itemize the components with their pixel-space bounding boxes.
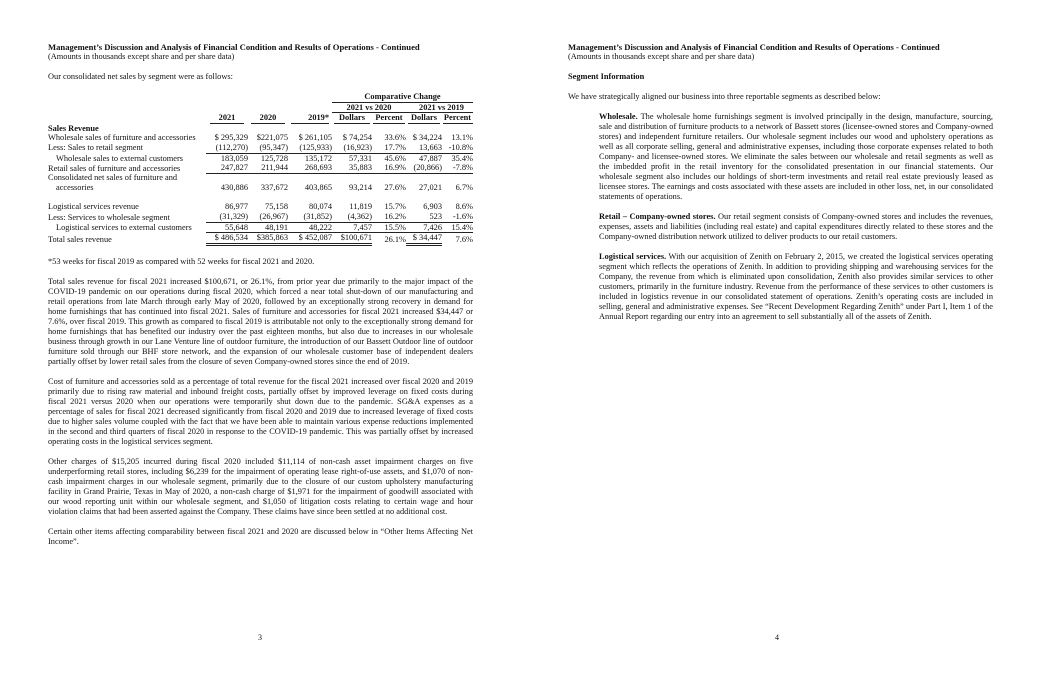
table-row [48, 173, 473, 183]
page-subtitle: (Amounts in thousands except share and per share data) [48, 52, 235, 61]
sales-revenue-label: Sales Revenue [48, 123, 99, 133]
net-sales-table [48, 92, 473, 246]
table-subheader-row [48, 102, 473, 113]
cell-2021: (112,270) [206, 143, 248, 153]
col-header-2019: 2019* [291, 113, 329, 124]
table-row [48, 202, 473, 212]
cell-percent-1: 17.7% [372, 143, 406, 153]
cell-percent-1: 15.5% [372, 222, 406, 233]
segment-description: With our acquisition of Zenith on February 2, 2015, we created the logistical services operating segment which reflects the operations of Zenith. In addition to providing shipping and warehousing services for the Company, the revenue from which is eliminated upon consolidation, Zenith also provides similar services to other customers, primarily in the furniture industry. Revenue from the performance of these services to other customers is included in logistics revenue in our consolidated statement of operations. Zenith’s operating costs are included in selling, general and administrative expenses. See “Recent Development Regarding Zenith” under Part I, Item 1 of the Annual Report regarding our entry into an agreement to sell substantially all of the assets of Zenith. [599, 252, 993, 321]
cell-dollars-1: 11,819 [349, 202, 372, 212]
cell-2021: 247,827 [206, 163, 248, 173]
page-4-content [568, 42, 993, 322]
page-number: 3 [258, 633, 262, 642]
cell-dollars-1: 35,883 [332, 163, 372, 173]
cell-2019: 403,865 [304, 182, 332, 192]
cell-2021: 183,059 [220, 153, 248, 163]
cell-percent-2: 13.1% [451, 133, 473, 143]
table-row-total [48, 233, 473, 245]
cell-2021: $ 486,534 [206, 233, 248, 245]
col-header-percent-1: Percent [373, 113, 405, 124]
cell-2019: $ 452,087 [288, 233, 332, 245]
cell-2021: 55,648 [206, 222, 248, 233]
paragraph-sales-revenue: Total sales revenue for fiscal 2021 increased $100,671, or 26.1%, from prior year due primarily to the major impact of the COVID-19 pandemic on our operations during fiscal 2020, which forced a near total shut-down of our manufacturing and retail operations from late March through early May of 2020, followed by an exceptionally strong recovery in demand for home furnishings that has continued into fiscal 2021. Sales of furniture and accessories for fiscal 2021 increased $34,447 or 7.6%, over fiscal 2019. This growth as compared to fiscal 2019 is attributable not only to the exceptionally strong demand for home furnishings that has benefited our industry over the past eighteen months, but also due to increases in our wholesale business through growth in our Lane Venture line of outdoor furniture, the introduction of our Bassett Outdoor line of outdoor furniture sold through our BHF store network, and the expansion of our wholesale customer base of independent dealers partially offset by lower retail sales from the closure of seven Company-owned stores since the end of 2019. [48, 276, 473, 366]
cell-dollars-1: $ 74,254 [342, 133, 372, 143]
row-label: Wholesale sales of furniture and accessories [48, 133, 196, 143]
paragraph-other-charges: Other charges of $15,205 incurred during fiscal 2020 included $11,114 of non-cash asset impairment charges on five underperforming retail stores, including $6,239 for the impairment of operating lease right-of-use assets, and $1,070 of non-cash impairment charges in our wholesale segment, primarily due to the closure of our custom upholstery manufacturing facility in Grand Prairie, Texas in May of 2020, a non-cash charge of $1,971 for the impairment of goodwill associated with our wood reporting unit within our wholesale segment, and $1,050 of litigation costs relating to certain wage and hour violation claims that had been asserted against the Company. These claims have since been settled at no additional cost. [48, 456, 473, 516]
row-label: Wholesale sales to external customers [56, 153, 183, 163]
cell-2019: 48,222 [288, 222, 332, 233]
cell-percent-1: 33.6% [384, 133, 406, 143]
comparative-change-header: Comparative Change [332, 92, 473, 102]
cell-dollars-2: 7,426 [406, 222, 442, 233]
col-header-dollars-1: Dollars [334, 113, 370, 124]
cell-percent-1: 15.7% [384, 202, 406, 212]
col-header-2021: 2021 [210, 113, 244, 124]
segment-name: Wholesale. [599, 112, 638, 121]
segment-retail [599, 212, 993, 242]
table-row [48, 212, 473, 222]
cell-percent-2: 35.4% [451, 153, 473, 163]
cell-dollars-2: 6,903 [423, 202, 442, 212]
page-subtitle: (Amounts in thousands except share and per share data) [568, 52, 755, 61]
cell-2019: 135,172 [304, 153, 332, 163]
cell-dollars-2: $ 34,224 [412, 133, 442, 143]
cell-percent-1: 45.6% [384, 153, 406, 163]
row-label: Logistical services to external customers [56, 223, 192, 233]
table-row [48, 153, 473, 163]
cell-2019: (125,933) [288, 143, 332, 153]
cell-2020: 211,944 [248, 163, 288, 173]
cell-dollars-1: 7,457 [332, 222, 372, 233]
cell-2020: 48,191 [248, 222, 288, 233]
cell-dollars-2: (20,866) [406, 163, 442, 173]
section-title: Segment Information [568, 72, 645, 81]
table-row [48, 133, 473, 143]
cell-percent-2: 7.6% [455, 234, 473, 244]
table-intro: Our consolidated net sales by segment were as follows: [48, 72, 233, 81]
cell-2019: 80,074 [309, 202, 332, 212]
col-header-2020: 2020 [251, 113, 285, 124]
cell-2019: 268,693 [288, 163, 332, 173]
table-group-header-row [48, 92, 473, 102]
cell-2020: 125,728 [260, 153, 288, 163]
section-label-row [48, 124, 473, 134]
cell-2021: 86,977 [225, 202, 248, 212]
cell-percent-2: 8.6% [455, 202, 473, 212]
col-header-dollars-2: Dollars [408, 113, 440, 124]
cell-percent-1: 27.6% [384, 182, 406, 192]
row-label: Less: Services to wholesale segment [48, 212, 170, 222]
cell-dollars-1: 93,214 [349, 182, 372, 192]
cell-2020: 337,672 [260, 182, 288, 192]
col-header-percent-2: Percent [443, 113, 472, 123]
cell-2020: (95,347) [248, 143, 288, 153]
segment-logistical-services [599, 252, 993, 322]
cell-percent-2: 6.7% [455, 182, 473, 192]
cell-2021: $ 295,329 [214, 133, 248, 143]
cell-dollars-1: $100,671 [332, 233, 372, 245]
table-footnote: *53 weeks for fiscal 2019 as compared with 52 weeks for fiscal 2021 and 2020. [48, 256, 315, 266]
subheader-2021-vs-2020: 2021 vs 2020 [332, 102, 406, 113]
table-row [48, 143, 473, 153]
cell-2020: (26,967) [248, 212, 288, 222]
cell-dollars-2: 523 [406, 212, 442, 222]
row-label: Retail sales of furniture and accessories [48, 163, 181, 173]
page-4 [520, 0, 1040, 673]
table-column-header-row [48, 113, 473, 124]
cell-percent-2: -1.6% [442, 212, 473, 222]
paragraph-other-items: Certain other items affecting comparability between fiscal 2021 and 2020 are discussed below in “Other Items Affecting Net Income”. [48, 526, 473, 546]
cell-dollars-2: 47,887 [419, 153, 442, 163]
cell-percent-1: 26.1% [384, 234, 406, 244]
table-row [48, 163, 473, 173]
cell-2021: 430,886 [220, 182, 248, 192]
cell-dollars-2: 13,663 [406, 143, 442, 153]
page-number: 4 [775, 633, 779, 642]
cell-2019: $ 261,105 [298, 133, 332, 143]
row-label: Logistical services revenue [48, 202, 139, 212]
page-3-content [48, 42, 473, 547]
cell-dollars-2: $ 34,447 [406, 233, 442, 245]
segments-intro: We have strategically aligned our business into three reportable segments as described below: [568, 92, 881, 101]
row-label: Less: Sales to retail segment [48, 143, 144, 153]
cell-2021: (31,329) [206, 212, 248, 222]
table-row [48, 222, 473, 233]
segment-name: Retail – Company-owned stores. [599, 212, 716, 221]
cell-percent-1: 16.9% [372, 163, 406, 173]
cell-percent-2: -7.8% [442, 163, 473, 173]
segment-name: Logistical services. [599, 252, 667, 261]
cell-dollars-1: (16,923) [332, 143, 372, 153]
cell-dollars-1: 57,331 [349, 153, 372, 163]
cell-2019: (31,852) [288, 212, 332, 222]
row-label: Total sales revenue [48, 234, 112, 244]
row-label: Consolidated net sales of furniture and [48, 173, 178, 183]
cell-2020: $385,863 [248, 233, 288, 245]
paragraph-cost-of-sales: Cost of furniture and accessories sold as a percentage of total revenue for the fiscal 2021 increased over fiscal 2020 and 2019 primarily due to rising raw material and inbound freight costs, partially offset by improved leverage on fixed costs during fiscal 2021 versus 2020 when our operations were temporarily shut down due to the pandemic. SG&A expenses as a percentage of sales for fiscal 2021 decreased significantly from fiscal 2020 and 2019 due to increased leverage of fixed costs due to higher sales volume coupled with the fact that we have been able to maintain various expense reductions implemented in the second and third quarters of fiscal 2020 in response to the COVID-19 pandemic. This was partially offset by increased operating costs in the logistical services segment. [48, 376, 473, 446]
cell-percent-2: 15.4% [442, 222, 473, 233]
page-title: Management’s Discussion and Analysis of Financial Condition and Results of Operations - Continued [48, 42, 420, 52]
cell-dollars-1: (4,362) [332, 212, 372, 222]
segment-wholesale [599, 112, 993, 202]
cell-2020: 75,158 [265, 202, 288, 212]
subheader-2021-vs-2019: 2021 vs 2019 [406, 102, 473, 113]
row-label-continuation: accessories [56, 182, 94, 192]
table-row-continuation [48, 183, 473, 193]
cell-2020: $221,075 [256, 133, 288, 143]
cell-percent-1: 16.2% [372, 212, 406, 222]
cell-dollars-2: 27,021 [419, 182, 442, 192]
segment-description: Our retail segment consists of Company-owned stores and includes the revenues, expenses, assets and liabilities (including real estate) and capital expenditures directly related to these stores and the Company-owned distribution network utilized to deliver products to our retail customers. [599, 212, 993, 241]
page-title: Management’s Discussion and Analysis of Financial Condition and Results of Operations - Continued [568, 42, 940, 52]
cell-percent-2: -10.8% [442, 143, 473, 153]
segment-description: The wholesale home furnishings segment is involved principally in the design, manufacture, sourcing, sale and distribution of furniture products to a network of Bassett stores (licensee-owned stores and Company-owned stores) and independent furniture retailers. Our wholesale segment includes our wood and upholstery operations as well as all corporate selling, general and administrative expenses, including those corporate expenses related to both Company- and licensee-owned stores. We eliminate the sales between our wholesale and retail segments as well as the imbedded profit in the retail inventory for the consolidated presentation in our financial statements. Our wholesale segment also includes our holdings of short-term investments and retail real estate previously leased as licensee stores. The earnings and costs associated with these assets are included in other loss, net, in our consolidated statements of operations. [599, 112, 993, 201]
